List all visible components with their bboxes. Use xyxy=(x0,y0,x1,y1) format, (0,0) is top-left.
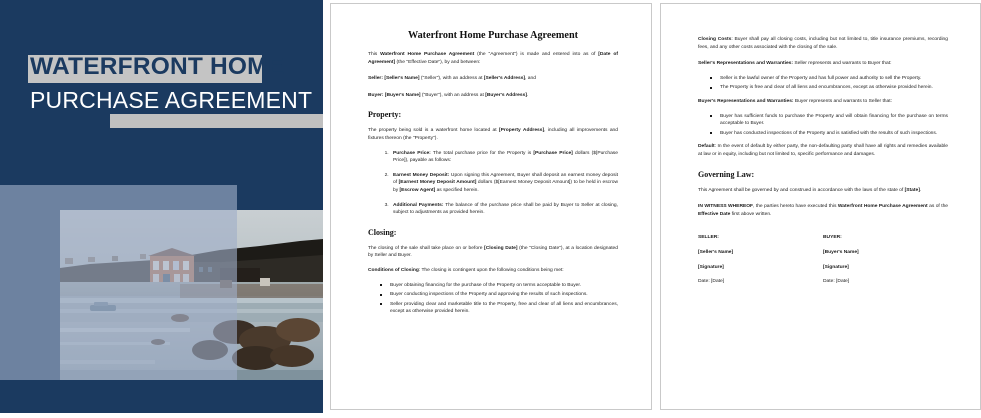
document-page-3 xyxy=(660,3,981,410)
buyer-paragraph xyxy=(368,92,618,100)
buyer-reps-text: Buyer represents and warrants to Seller that: xyxy=(793,98,892,104)
seller-signature-date: Date: [Date] xyxy=(698,279,725,285)
seller-signature-name: [Seller's Name] xyxy=(698,249,734,255)
list-item xyxy=(390,172,618,195)
witness-text-e: first above written. xyxy=(730,211,772,217)
escrow-agent-placeholder: [Escrow Agent] xyxy=(399,187,436,193)
list-item: Seller providing clear and marketable title to the Property, free and clear of all liens and encumbrances, except as otherwise provided herein. xyxy=(390,301,618,315)
cover-overlay-panel xyxy=(0,185,237,380)
witness-paragraph xyxy=(698,203,948,218)
page-2-content xyxy=(368,30,618,322)
closing-conditions-list xyxy=(368,282,618,316)
list-item: Seller is the lawful owner of the Property and has full power and authority to sell the Property. xyxy=(718,75,948,83)
cover-accent-bar xyxy=(110,114,323,128)
closing-paragraph xyxy=(368,245,618,260)
cover-page xyxy=(0,0,323,413)
earnest-money-amount-placeholder: [Earnest Money Deposit Amount] xyxy=(398,180,477,186)
buyer-reps-paragraph xyxy=(698,98,948,106)
witness-text-a: , the parties hereto have executed this xyxy=(753,204,838,210)
property-text-a: The property being sold is a waterfront home located at xyxy=(368,128,499,134)
witness-effective-date: Effective Date xyxy=(698,211,731,217)
list-item xyxy=(390,202,618,217)
seller-signature-line: [Signature] xyxy=(698,264,724,270)
seller-text-end: , and xyxy=(525,76,536,82)
witness-text-c: as of the xyxy=(927,204,949,210)
list-item: Buyer has conducted inspections of the Property and is satisfied with the results of such inspections. xyxy=(718,130,948,138)
property-paragraph xyxy=(368,127,618,142)
default-text: : In the event of default by either party, the non-defaulting party shall have all rights and remedies available at law or in equity, including but not limited to, specific performance and damages. xyxy=(698,144,948,157)
intro-paragraph xyxy=(368,51,618,66)
conditions-text: : The closing is contingent upon the following conditions being met: xyxy=(418,267,564,273)
intro-text-c: (the "Agreement") is made and entered into as of xyxy=(474,52,599,57)
governing-text-c: . xyxy=(919,187,922,193)
witness-label: IN WITNESS WHEREOF xyxy=(698,204,754,210)
cover-title-block xyxy=(0,52,323,114)
closing-date-placeholder: [Closing Date] xyxy=(484,245,518,251)
buyer-signature-date: Date: [Date] xyxy=(823,279,850,285)
earnest-money-label: Earnest Money Deposit: xyxy=(393,172,450,178)
governing-text-a: This Agreement shall be governed by and construed in accordance with the laws of the state of xyxy=(698,187,905,193)
intro-agreement-name: Waterfront Home Purchase Agreement xyxy=(380,52,475,57)
purchase-price-placeholder: [Purchase Price] xyxy=(533,150,573,156)
buyer-reps-list xyxy=(698,113,948,138)
earnest-money-text-e: as specified herein. xyxy=(435,187,479,193)
earnest-money-text-c: dollars ($[Earnest Money Deposit Amount]) to be held in escrow by xyxy=(393,180,619,193)
default-paragraph xyxy=(698,143,948,158)
intro-date-placeholder: [Date of Agreement] xyxy=(368,52,618,65)
intro-text-e: (the "Effective Date"), by and between: xyxy=(395,59,481,65)
closing-costs-paragraph xyxy=(698,36,948,51)
agreement-title: Waterfront Home Purchase Agreement xyxy=(407,30,579,41)
buyer-text-mid: ("Buyer"), with an address at xyxy=(420,92,486,98)
seller-reps-text: Seller represents and warrants to Buyer that: xyxy=(793,61,892,67)
buyer-signature-line: [Signature] xyxy=(823,264,849,270)
governing-law-paragraph xyxy=(698,187,948,195)
purchase-price-label: Purchase Price: xyxy=(393,150,431,156)
seller-name-placeholder: [Seller's Name] xyxy=(384,76,420,82)
conditions-paragraph xyxy=(368,267,618,275)
additional-payments-text: The balance of the purchase price shall be paid by Buyer to Seller at closing, subject to adjustments as provided herein. xyxy=(393,202,618,216)
buyer-signature-column xyxy=(823,234,948,292)
document-page-2 xyxy=(330,3,652,410)
list-item: Buyer obtaining financing for the purchase of the Property on terms acceptable to Buyer. xyxy=(388,282,618,290)
list-item: Buyer conducting inspections of the Property and approving the results of such inspections. xyxy=(388,291,618,299)
property-heading: Property: xyxy=(368,110,402,120)
signature-block xyxy=(698,234,948,292)
seller-label: Seller: xyxy=(368,76,383,82)
list-item: Buyer has sufficient funds to purchase the Property and will obtain financing for the purchase on terms acceptable to Buyer. xyxy=(720,113,948,127)
closing-costs-label: Closing Costs xyxy=(698,37,732,42)
witness-agreement-name: Waterfront Home Purchase Agreement xyxy=(837,204,928,210)
list-item xyxy=(390,150,618,165)
purchase-price-text-c: dollars ($[Purchase Price]), payable as follows: xyxy=(393,150,618,164)
property-address-placeholder: [Property Address] xyxy=(499,128,545,134)
buyer-text-end: . xyxy=(526,92,529,98)
closing-heading: Closing: xyxy=(368,227,397,237)
cover-title-line-2: PURCHASE AGREEMENT xyxy=(30,87,313,113)
additional-payments-label: Additional Payments: xyxy=(393,202,444,208)
closing-costs-text: : Buyer shall pay all closing costs, including but not limited to, title insurance premiums, recording fees, and any other costs associated with the closing of the sale. xyxy=(698,37,948,50)
seller-reps-label: Seller's Representations and Warranties: xyxy=(698,61,794,67)
page-3-content xyxy=(698,36,948,293)
earnest-money-text-a: Upon signing this Agreement, Buyer shall deposit an earnest money deposit of xyxy=(393,172,618,186)
closing-text-a: The closing of the sale shall take place on or before xyxy=(368,245,485,251)
default-label: Default xyxy=(698,144,715,150)
closing-text-c: (the "Closing Date"), at a location designated by Seller and Buyer. xyxy=(368,245,618,259)
buyer-reps-label: Buyer's Representations and Warranties: xyxy=(698,98,794,104)
conditions-label: Conditions of Closing xyxy=(368,267,419,273)
property-terms-list xyxy=(368,150,618,217)
buyer-name-placeholder: [Buyer's Name] xyxy=(384,92,421,98)
seller-reps-paragraph xyxy=(698,60,948,68)
seller-signature-column xyxy=(698,234,823,292)
cover-title-line-1: WATERFRONT HOME xyxy=(30,53,285,80)
purchase-price-text-a: The total purchase price for the Property is xyxy=(430,150,534,156)
intro-text-a: This xyxy=(368,52,381,57)
property-text-c: , including all improvements and fixtures thereon (the "Property"). xyxy=(368,128,618,141)
buyer-label: Buyer: xyxy=(368,92,384,98)
seller-signature-heading: SELLER: xyxy=(698,235,719,241)
buyer-signature-name: [Buyer's Name] xyxy=(823,249,859,255)
state-placeholder: [State] xyxy=(904,187,920,193)
seller-text-mid: ("Seller"), with an address at xyxy=(419,76,484,82)
buyer-signature-heading: BUYER: xyxy=(823,235,842,241)
seller-reps-list xyxy=(698,75,948,92)
seller-address-placeholder: [Seller's Address] xyxy=(483,76,526,82)
seller-paragraph xyxy=(368,75,618,83)
list-item: The Property is free and clear of all liens and encumbrances, except as otherwise provided herein. xyxy=(718,84,948,92)
governing-law-heading: Governing Law: xyxy=(698,169,755,179)
buyer-address-placeholder: [Buyer's Address] xyxy=(485,92,527,98)
